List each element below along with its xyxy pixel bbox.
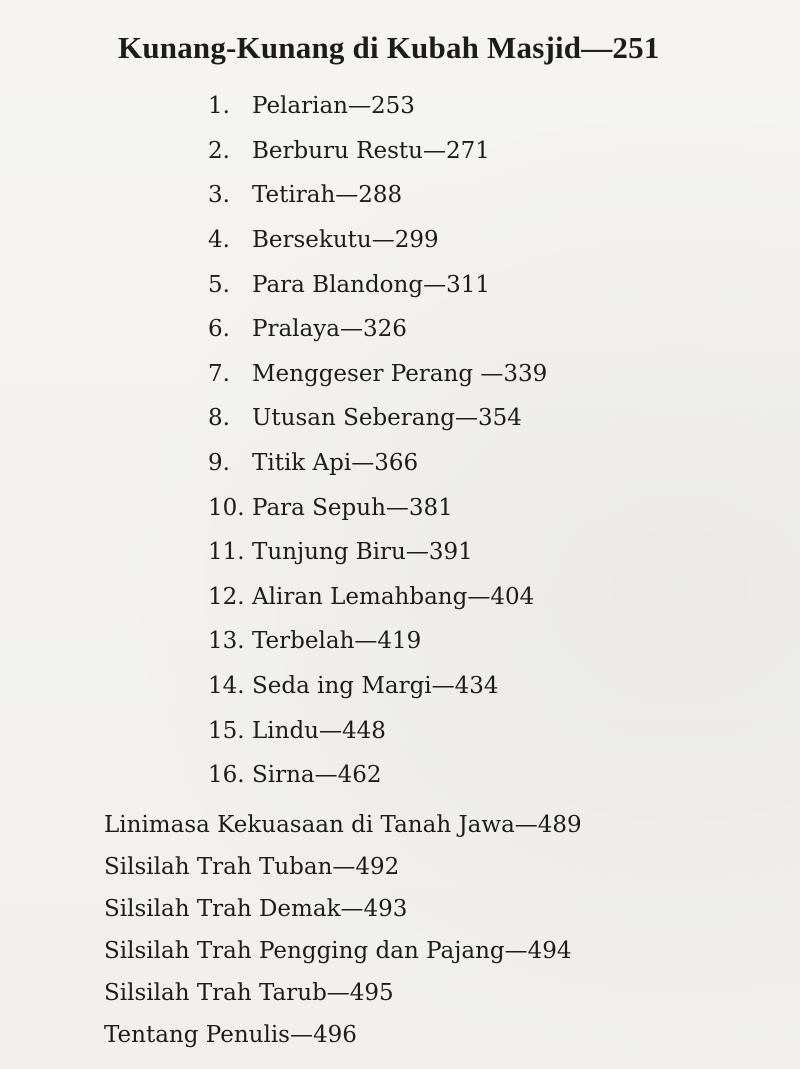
chapter-item	[208, 352, 547, 397]
chapter-number: 16.	[208, 762, 245, 789]
appendix-item: Tentang Penulis—496	[104, 1022, 357, 1048]
appendix-item: Silsilah Trah Tarub—495	[104, 980, 394, 1006]
chapter-item	[208, 619, 547, 664]
chapter-title: Aliran Lemahbang—404	[252, 583, 535, 610]
appendix-item: Silsilah Trah Pengging dan Pajang—494	[104, 938, 572, 964]
chapter-title: Tetirah—288	[252, 182, 403, 209]
chapter-number: 7.	[208, 360, 230, 387]
chapter-item	[208, 664, 547, 709]
chapter-number: 13.	[208, 628, 245, 655]
chapter-item	[208, 708, 547, 753]
chapter-number: 4.	[208, 227, 230, 254]
chapter-number: 9.	[208, 450, 230, 477]
chapter-title: Para Sepuh—381	[252, 494, 453, 521]
appendix-list	[104, 804, 582, 1056]
chapter-number: 10.	[208, 494, 245, 521]
chapter-item	[208, 218, 547, 263]
chapter-number: 3.	[208, 182, 230, 209]
part-title: Kunang-Kunang di Kubah Masjid—251	[118, 30, 660, 65]
appendix-item: Silsilah Trah Demak—493	[104, 896, 408, 922]
appendix-item: Silsilah Trah Tuban—492	[104, 854, 400, 880]
chapter-item	[208, 753, 547, 798]
chapter-title: Pralaya—326	[252, 316, 407, 343]
chapter-title: Berburu Restu—271	[252, 137, 490, 164]
chapter-title: Para Blandong—311	[252, 271, 490, 298]
appendix-item: Linimasa Kekuasaan di Tanah Jawa—489	[104, 812, 582, 838]
chapter-title: Pelarian—253	[252, 93, 415, 120]
chapter-number: 1.	[208, 93, 230, 120]
chapter-title: Bersekutu—299	[252, 227, 439, 254]
chapter-title: Sirna—462	[252, 762, 382, 789]
chapter-title: Lindu—448	[252, 717, 386, 744]
chapter-item	[208, 84, 547, 129]
chapter-item	[208, 173, 547, 218]
chapter-number: 14.	[208, 673, 245, 700]
chapter-number: 11.	[208, 539, 245, 566]
chapter-item	[208, 307, 547, 352]
chapter-title: Titik Api—366	[252, 450, 419, 477]
chapter-number: 2.	[208, 137, 230, 164]
chapter-item	[208, 396, 547, 441]
chapter-item	[208, 441, 547, 486]
chapter-number: 6.	[208, 316, 230, 343]
chapter-item	[208, 575, 547, 620]
chapter-number: 5.	[208, 271, 230, 298]
chapter-title: Menggeser Perang —339	[252, 360, 548, 387]
chapter-title: Utusan Seberang—354	[252, 405, 522, 432]
chapter-title: Terbelah—419	[252, 628, 422, 655]
chapter-list	[208, 84, 547, 798]
chapter-item	[208, 262, 547, 307]
chapter-number: 12.	[208, 583, 245, 610]
chapter-number: 15.	[208, 717, 245, 744]
chapter-title: Tunjung Biru—391	[252, 539, 473, 566]
chapter-number: 8.	[208, 405, 230, 432]
chapter-item	[208, 129, 547, 174]
chapter-title: Seda ing Margi—434	[252, 673, 499, 700]
chapter-item	[208, 485, 547, 530]
chapter-item	[208, 530, 547, 575]
